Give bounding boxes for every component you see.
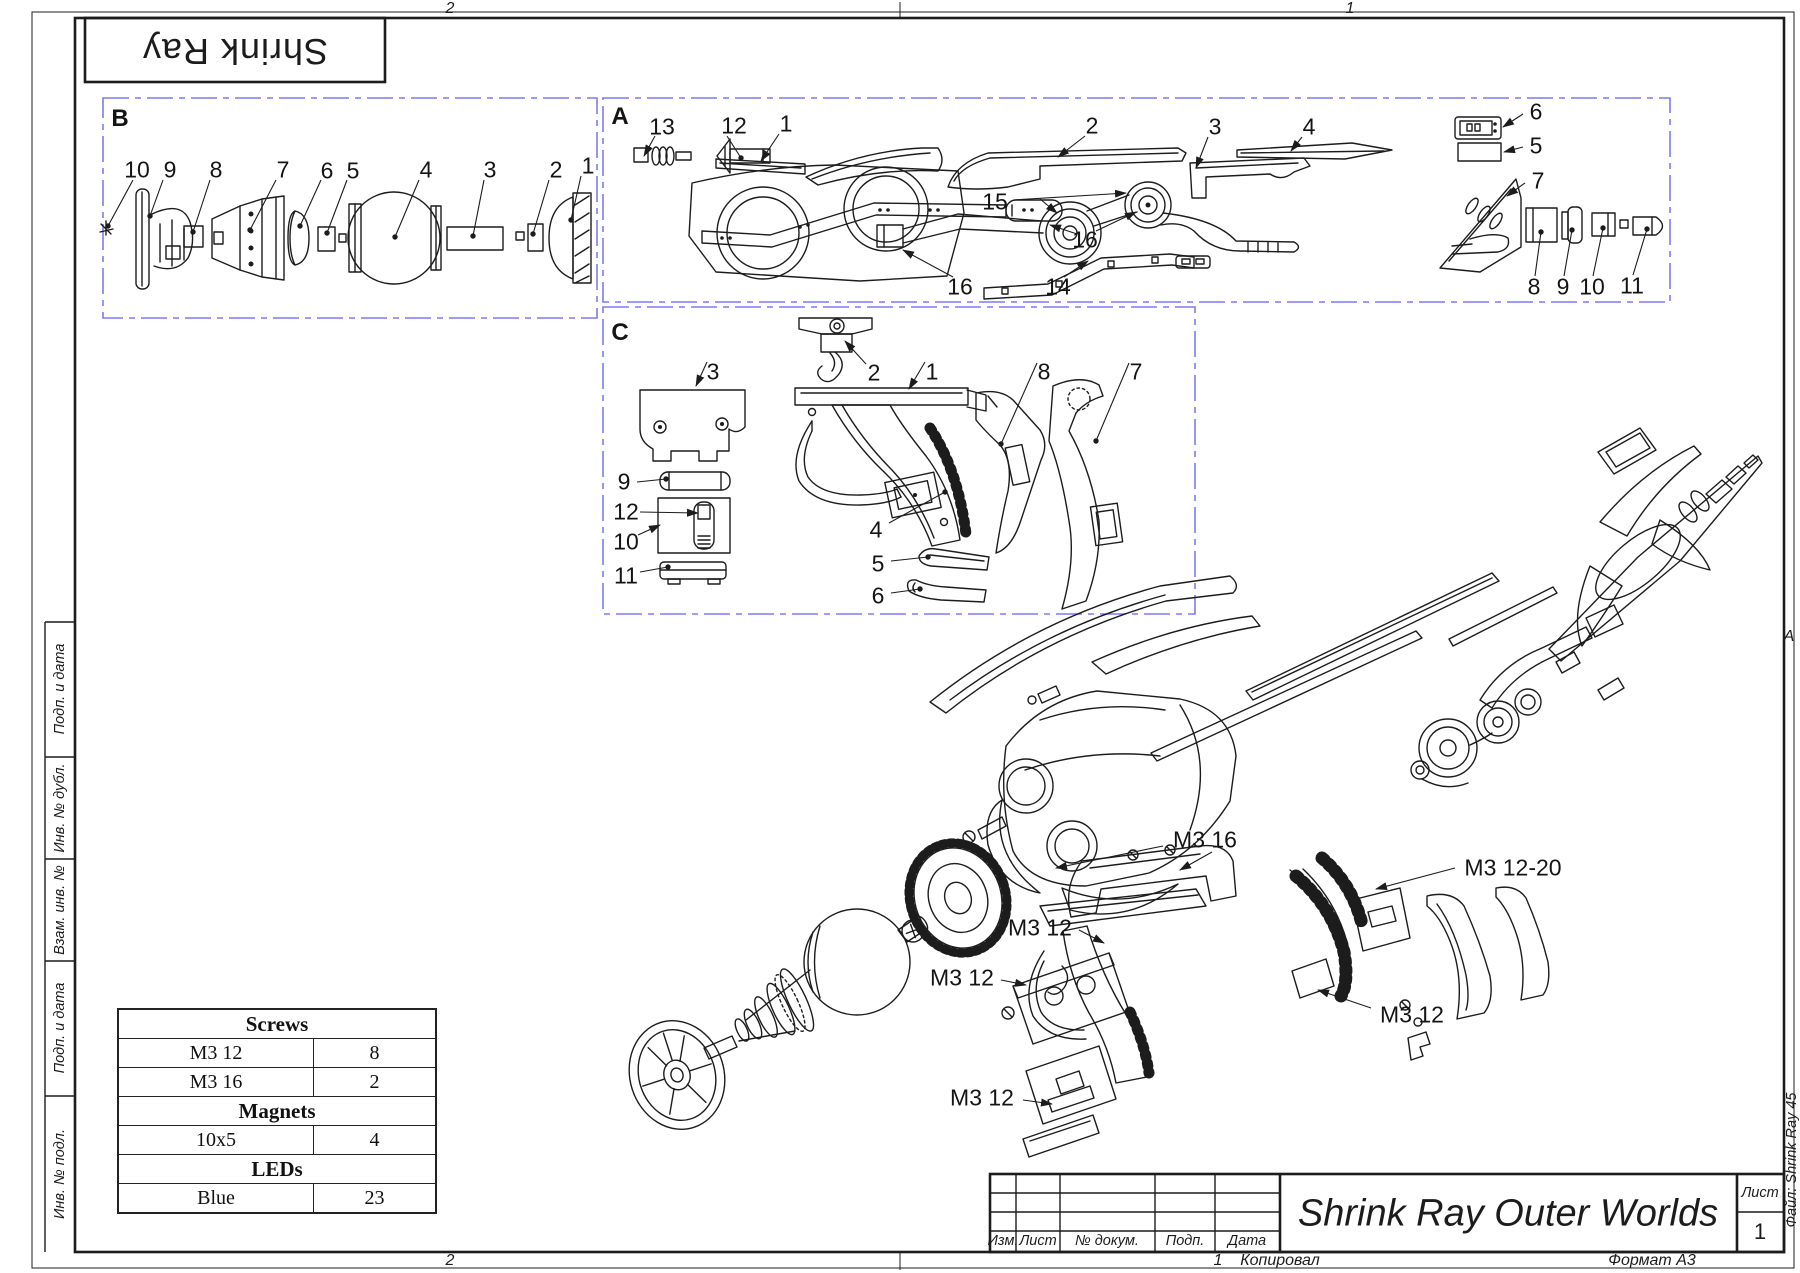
part-callout: 8 (1037, 358, 1051, 385)
zone-marker-top-1: 1 (1345, 0, 1355, 17)
tb-col-data: Дата (1227, 1233, 1267, 1249)
zone-row-letter: A (1783, 628, 1795, 645)
part-callout: 8 (209, 156, 223, 183)
part-callout: 16 (947, 273, 973, 300)
part-callout: 9 (617, 468, 631, 495)
part-callout: 7 (276, 156, 290, 183)
section-letter: C (611, 319, 629, 346)
part-callout: 1 (779, 110, 793, 137)
part-callout: 7 (1531, 167, 1545, 194)
file-note: Файл: Shrink Ray 45 (1784, 1092, 1800, 1228)
bom-led-name: Blue (118, 1184, 314, 1214)
bom-screw-qty: 2 (314, 1068, 437, 1097)
bom-screw-name: M3 16 (118, 1068, 314, 1097)
part-callout: 12 (613, 498, 639, 525)
bom-magnet-name: 10x5 (118, 1126, 314, 1155)
part-callout: 5 (346, 157, 360, 184)
fastener-label: M3 12-20 (1464, 854, 1562, 881)
zone-marker-bottom-2: 2 (445, 1252, 455, 1269)
bom-header-leds: LEDs (118, 1155, 436, 1184)
view-box-a (603, 98, 1670, 302)
part-callout: 2 (867, 359, 881, 386)
part-callout: 10 (1579, 273, 1605, 300)
fastener-label: M3 12 (930, 964, 994, 991)
bom-led-qty: 23 (314, 1184, 437, 1214)
part-callout: 6 (871, 582, 885, 609)
tb-col-dokum: № докум. (1075, 1233, 1139, 1249)
sheet-flip-title: Shrink Ray (141, 31, 329, 72)
part-callout: 3 (483, 156, 497, 183)
section-letter: A (611, 103, 629, 130)
footer-copied: Копировал (1240, 1252, 1320, 1269)
fastener-label: M3 12 (950, 1084, 1014, 1111)
bom-screw-qty: 8 (314, 1039, 437, 1068)
footer-format: Формат А3 (1608, 1252, 1696, 1269)
part-callout: 4 (1302, 113, 1316, 140)
part-callout: 14 (1045, 273, 1071, 300)
tb-col-izm: Изм. (987, 1233, 1019, 1249)
part-callout: 1 (581, 152, 595, 179)
part-callout: 6 (1529, 98, 1543, 125)
view-box-c (603, 307, 1195, 614)
stamp-podp-data-2: Подп. и дата (52, 982, 68, 1074)
part-callout: 11 (614, 562, 638, 589)
part-callout: 9 (1556, 273, 1570, 300)
part-callout: 7 (1129, 358, 1143, 385)
part-callout: 4 (419, 156, 433, 183)
tb-sheet-number: 1 (1753, 1219, 1767, 1244)
part-callout: 12 (721, 112, 747, 139)
section-letter: B (111, 105, 129, 132)
stamp-inv-podl: Инв. № подл. (52, 1129, 68, 1219)
tb-col-list: Лист (1019, 1233, 1057, 1249)
part-callout: 5 (1529, 132, 1543, 159)
part-callout: 3 (706, 358, 720, 385)
part-callout: 2 (549, 156, 563, 183)
main-exploded-drawing (615, 428, 1762, 1157)
footer-zone-1: 1 (1213, 1252, 1223, 1269)
fastener-label: M3 12 (1380, 1001, 1444, 1028)
part-callout: 11 (1620, 272, 1644, 299)
part-callout: 3 (1208, 113, 1222, 140)
part-callout: 1 (925, 358, 939, 385)
part-callout: 10 (124, 156, 150, 183)
fastener-label: M3 16 (1173, 826, 1237, 853)
part-callout: 9 (163, 156, 177, 183)
part-callout: 4 (869, 516, 883, 543)
bom-table (117, 1008, 437, 1214)
part-callout: 13 (649, 113, 675, 140)
stamp-podp-data-1: Подп. и дата (52, 643, 68, 735)
tb-col-podp: Подп. (1165, 1233, 1205, 1249)
bom-screw-name: M3 12 (118, 1039, 314, 1068)
stamp-vzam-inv: Взам. инв. № (52, 865, 68, 955)
drawing-title: Shrink Ray Outer Worlds (1297, 1192, 1719, 1235)
part-callout: 2 (1085, 112, 1099, 139)
zone-marker-top-2: 2 (445, 0, 455, 17)
bom-magnet-qty: 4 (314, 1126, 437, 1155)
part-callout: 15 (982, 188, 1008, 215)
tb-sheet-label: Лист (1741, 1185, 1779, 1201)
part-callout: 16 (1072, 226, 1098, 253)
bom-header-magnets: Magnets (118, 1097, 436, 1126)
part-callout: 8 (1527, 273, 1541, 300)
stamp-inv-dubl: Инв. № дубл. (52, 763, 68, 853)
section-b-drawing (100, 189, 591, 289)
view-box-b (103, 98, 597, 318)
bom-header-screws: Screws (118, 1009, 436, 1039)
part-callout: 6 (320, 157, 334, 184)
part-callout: 5 (871, 550, 885, 577)
section-a-drawing (634, 117, 1663, 299)
fastener-label: M3 12 (1008, 914, 1072, 941)
part-callout: 10 (613, 528, 639, 555)
